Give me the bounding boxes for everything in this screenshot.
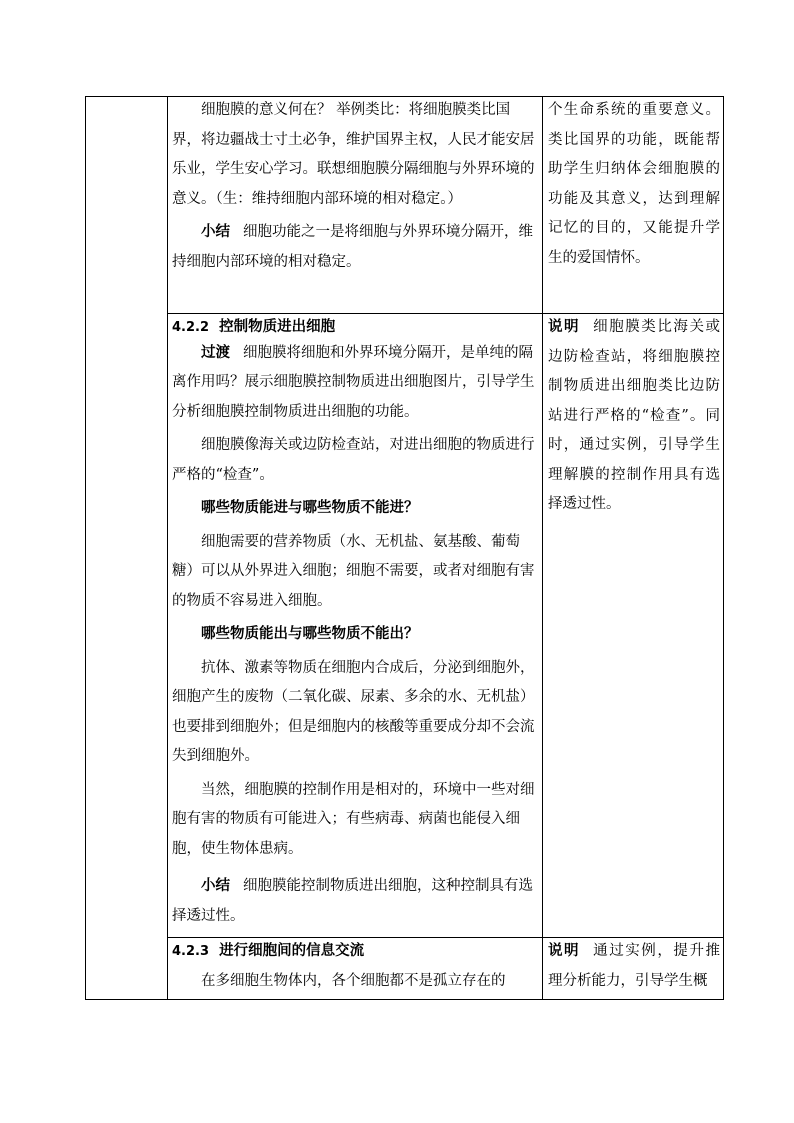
- summary-paragraph-1: [172, 218, 538, 277]
- substances-in-paragraph: 细胞需要的营养物质（水、无机盐、氨基酸、葡萄糖）可以从外界进入细胞；细胞不需要，或者对细胞有害的物质不容易进入细胞。: [172, 533, 535, 609]
- section-number-3: 4.2.3: [172, 944, 210, 959]
- table-border-bottom: [85, 999, 724, 1000]
- row3-content-cell: [172, 937, 538, 996]
- transition-label: 过渡: [201, 344, 230, 361]
- customs-paragraph: 细胞膜像海关或边防检查站，对进出细胞的物质进行严格的“检查”。: [172, 437, 535, 483]
- section-title-3: 进行细胞间的信息交流: [219, 943, 365, 959]
- relative-control-paragraph: 当然，细胞膜的控制作用是相对的，环境中一些对细胞有害的物质有可能进入；有些病毒、病菌也能侵入细胞，使生物体患病。: [172, 781, 535, 857]
- summary-text-2: 细胞膜能控制物质进出细胞，这种控制具有选择透过性。: [172, 878, 534, 924]
- section-number: 4.2.2: [172, 320, 210, 335]
- table-divider-1: [167, 96, 168, 1000]
- significance-paragraph: 细胞膜的意义何在？ 举例类比：将细胞膜类比国界，将边疆战士寸土必争，维护国界主权，人民才能安居乐业，学生安心学习。联想细胞膜分隔细胞与外界环境的意义。（生：维持细胞内部环境的相对稳定。）: [172, 102, 535, 207]
- summary-label: 小结: [201, 224, 230, 240]
- section-title: 控制物质进出细胞: [219, 319, 336, 335]
- summary-paragraph-2: [172, 872, 538, 931]
- transition-text: 细胞膜将细胞和外界环境分隔开，是单纯的隔离作用吗？展示细胞膜控制物质进出细胞图片，引导学生分析细胞膜控制物质进出细胞的功能。: [172, 344, 535, 420]
- summary-text: 细胞功能之一是将细胞与外界环境分隔开，维持细胞内部环境的相对稳定。: [172, 224, 534, 270]
- row3-note-cell: [548, 937, 720, 996]
- info-exchange-paragraph: 在多细胞生物体内，各个细胞都不是孤立存在的: [201, 972, 506, 989]
- row1-note-cell: [548, 96, 720, 273]
- note-paragraph-2: [548, 313, 720, 520]
- summary-label-2: 小结: [201, 878, 230, 894]
- note-label-3: 说明: [548, 943, 581, 959]
- question-out: 哪些物质能出与哪些物质不能出？: [201, 626, 419, 642]
- table-border-right: [723, 96, 724, 1000]
- row2-note-cell: [548, 313, 720, 520]
- question-in: 哪些物质能进与哪些物质不能进？: [201, 500, 419, 516]
- row1-content-cell: [172, 96, 538, 277]
- note-text-3: 通过实例，提升推理分析能力，引导学生概: [548, 943, 721, 989]
- transition-paragraph: [172, 339, 538, 428]
- note-label-2: 说明: [548, 319, 581, 335]
- table-divider-2: [542, 96, 543, 1000]
- note-paragraph-3: [548, 937, 720, 996]
- note-text-2: 细胞膜类比海关或边防检查站，将细胞膜控制物质进出细胞类比边防站进行严格的“检查”。同时，通过实例，引导学生理解膜的控制作用具有选择透过性。: [548, 319, 721, 512]
- note-text-1: 个生命系统的重要意义。类比国界的功能，既能帮助学生归纳体会细胞膜的功能及其意义，达到理解记忆的目的，又能提升学生的爱国情怀。: [548, 102, 720, 266]
- substances-out-paragraph: 抗体、激素等物质在细胞内合成后，分泌到细胞外，细胞产生的废物（二氧化碳、尿素、多余的水、无机盐）也要排到细胞外；但是细胞内的核酸等重要成分却不会流失到细胞外。: [172, 659, 535, 764]
- table-border-left: [85, 96, 86, 1000]
- row2-content-cell: [172, 313, 538, 931]
- section-heading-423: [172, 937, 538, 967]
